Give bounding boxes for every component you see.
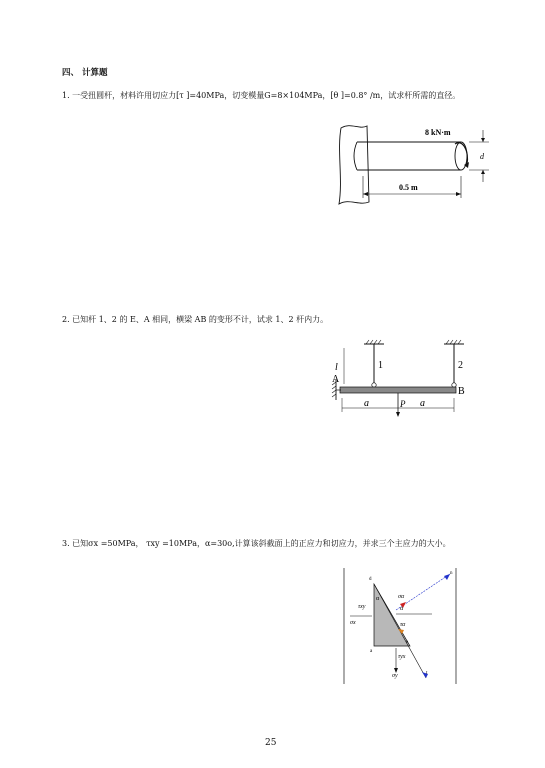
label-a: a bbox=[370, 649, 373, 654]
rod-2-label: 2 bbox=[458, 360, 463, 371]
label-tau-xy: τxy bbox=[358, 604, 366, 610]
torque-label: 8 kN·m bbox=[425, 128, 451, 137]
label-alpha2: α bbox=[400, 606, 404, 612]
length-label: 0.5 m bbox=[399, 183, 418, 192]
problem-3-text: 3. 已知σx =50MPa， τxy =10MPa，α=30o,计算该斜截面上的正应力和切应力，并求三个主应力的大小。 bbox=[62, 539, 451, 548]
segment-a2-label: a bbox=[420, 398, 425, 409]
label-sigma-alpha: σα bbox=[398, 594, 405, 600]
label-sigma-x: σx bbox=[350, 620, 356, 626]
segment-a1-label: a bbox=[364, 398, 369, 409]
rod-1-label: 1 bbox=[378, 360, 383, 371]
label-tau-yx: τyx bbox=[398, 654, 406, 660]
section-heading: 四、 计算题 bbox=[62, 68, 108, 78]
point-b-label: B bbox=[458, 386, 465, 397]
label-d: d bbox=[369, 577, 372, 582]
load-p-label: P bbox=[400, 399, 406, 409]
label-tau-alpha: τα bbox=[400, 622, 406, 628]
label-e: e bbox=[406, 640, 409, 645]
fixed-wall bbox=[339, 126, 369, 204]
stress-element-figure bbox=[340, 564, 460, 686]
label-t: t bbox=[426, 671, 428, 676]
label-n: n bbox=[450, 571, 453, 576]
torsion-shaft-figure bbox=[333, 120, 493, 210]
shaft-left-end bbox=[354, 142, 357, 170]
point-a-label: A bbox=[332, 374, 340, 385]
length-l-label: l bbox=[335, 362, 338, 373]
page-number: 25 bbox=[265, 738, 277, 748]
problem-1-text: 1. 一受扭圆杆，材料许用切应力[τ ]=40MPa，切变模量G=8×104MPa，[θ ]=0.8° /m，试求杆所需的直径。 bbox=[62, 91, 461, 100]
label-sigma-y: σy bbox=[392, 673, 398, 679]
beam-rods-figure bbox=[322, 338, 472, 418]
problem-2-text: 2. 已知杆 1、2 的 E、A 相同，横梁 AB 的变形不计，试求 1、2 杆内力。 bbox=[62, 315, 329, 324]
label-alpha1: α bbox=[376, 596, 380, 602]
diameter-label: d bbox=[480, 152, 484, 161]
beam-ab bbox=[340, 387, 456, 393]
